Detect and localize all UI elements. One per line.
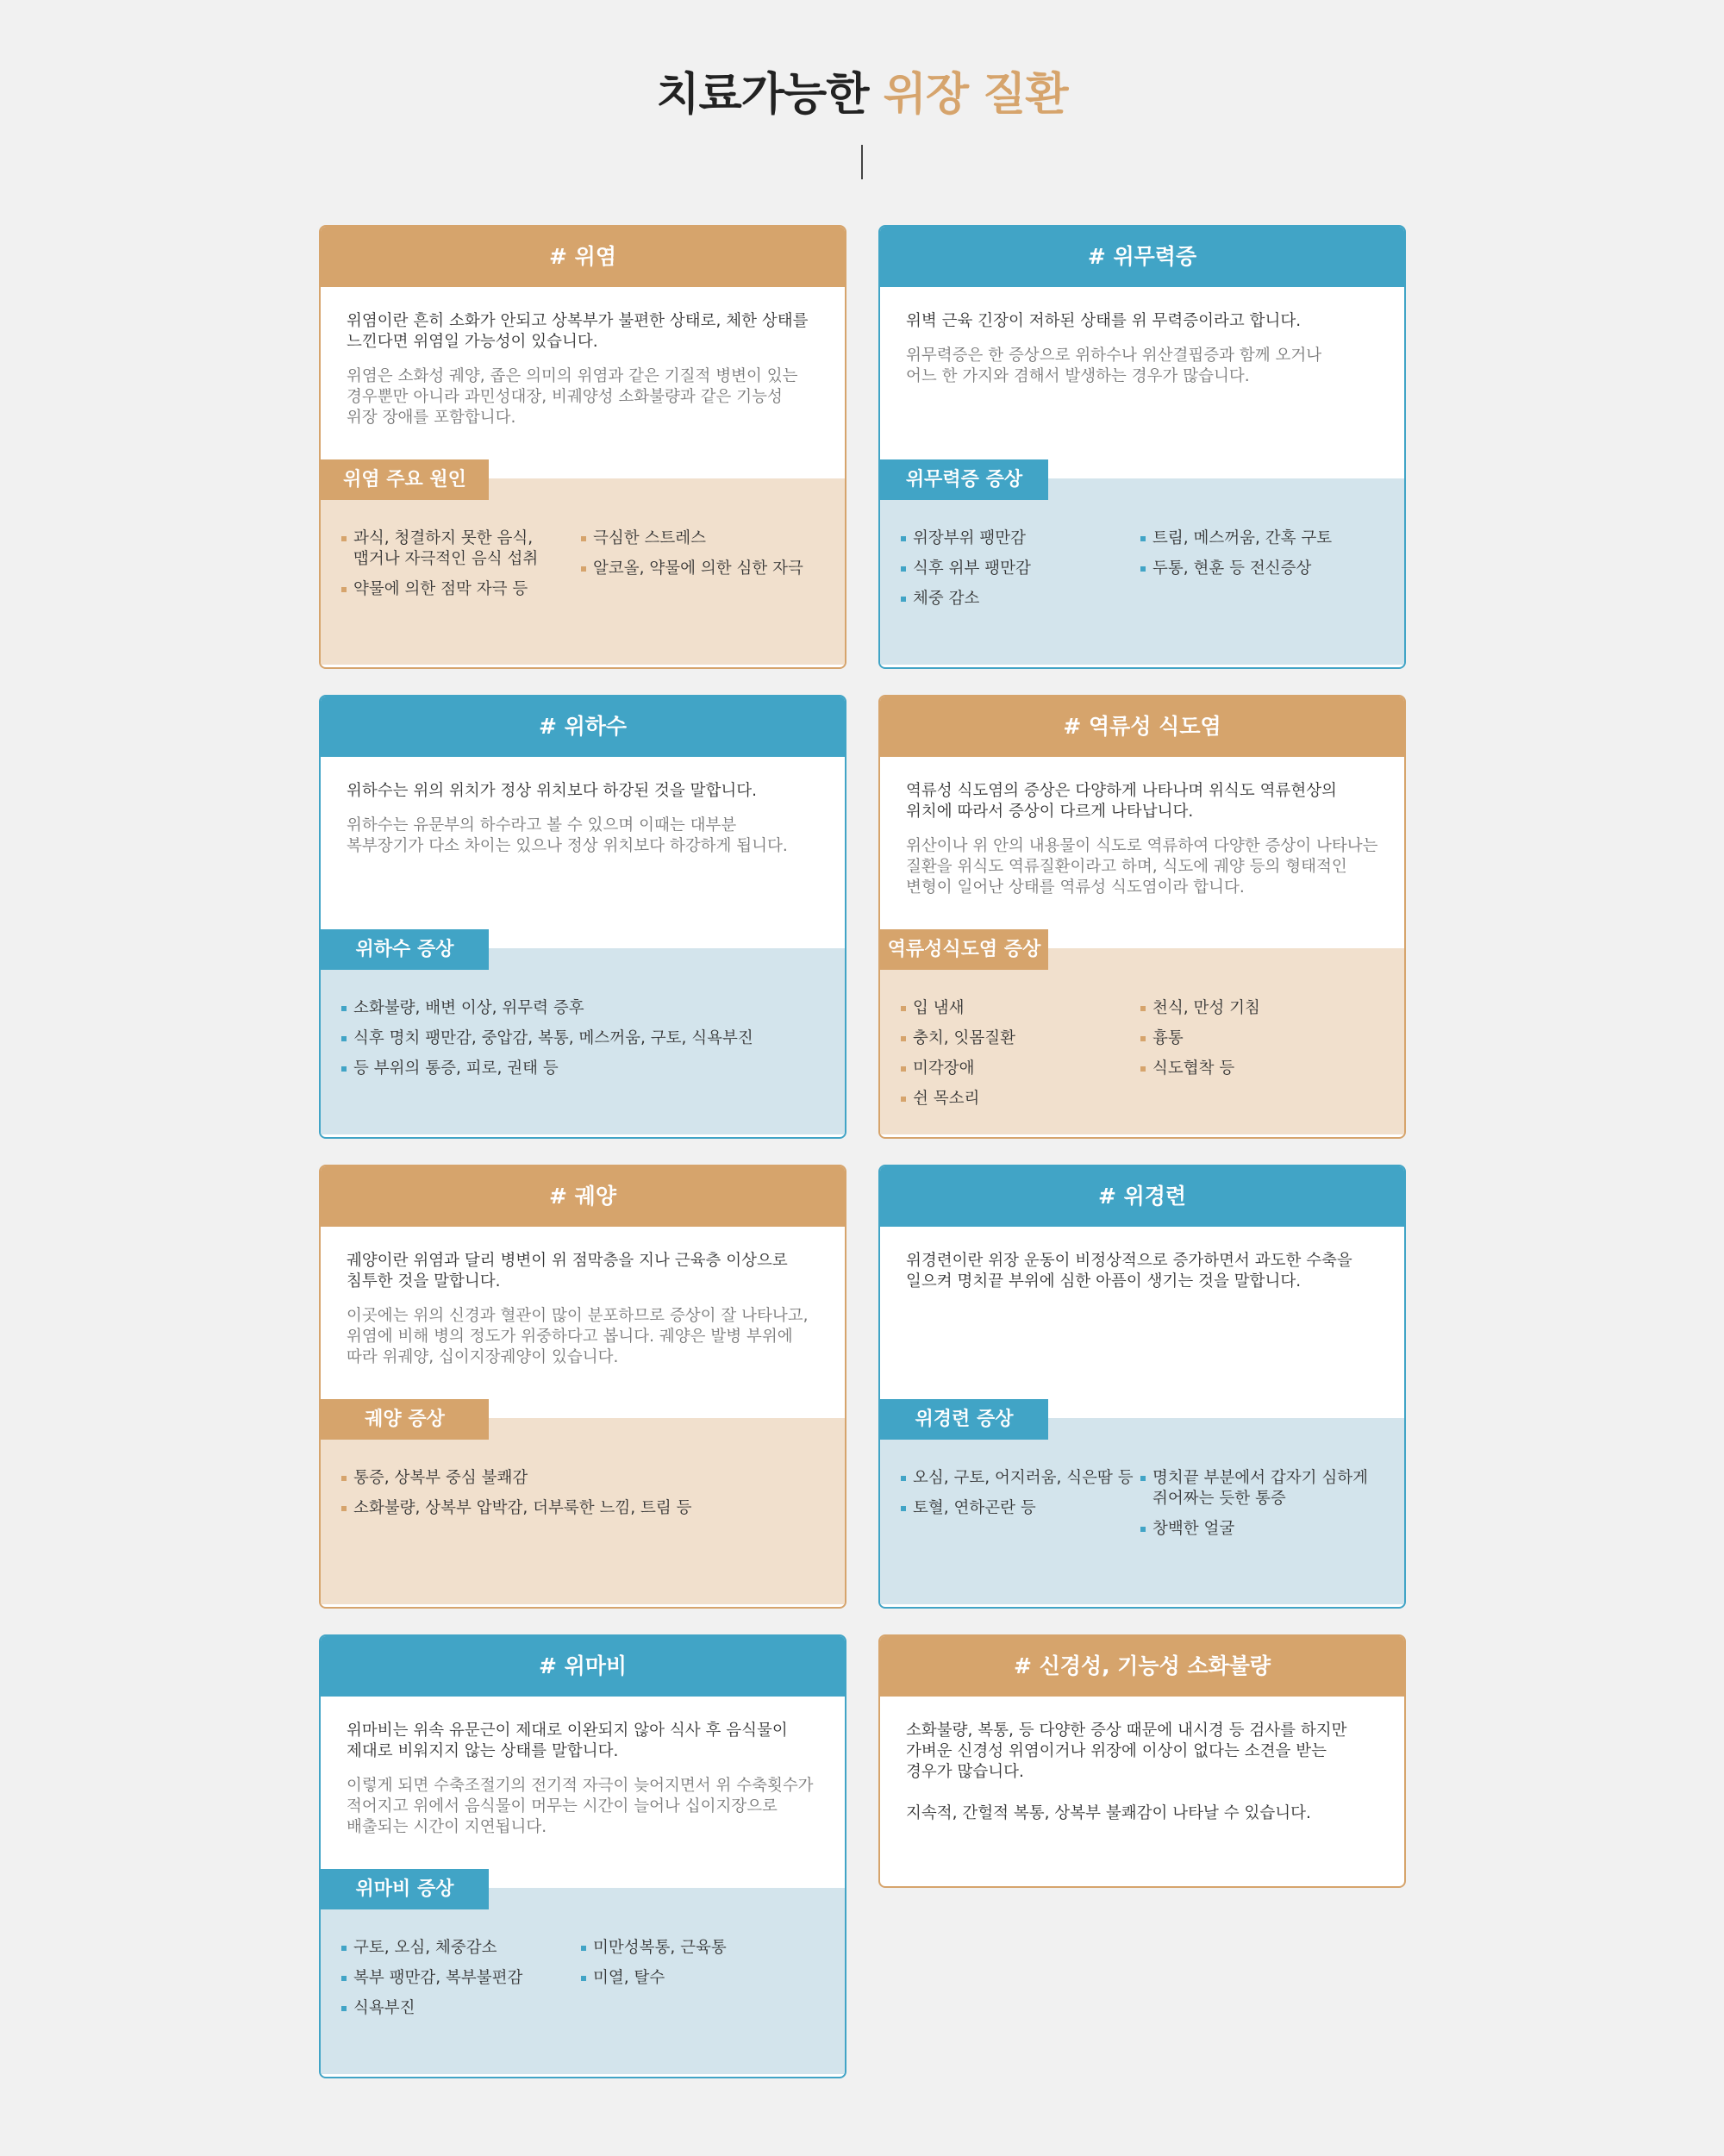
symptom-label: 위경련 증상 — [880, 1399, 1048, 1440]
symptom-section — [880, 939, 1404, 1134]
list-item: 복부 팽만감, 복부불편감 — [341, 1968, 581, 1989]
list-item: 오심, 구토, 어지러움, 식은땀 등 — [901, 1468, 1140, 1489]
symptom-label: 역류성식도염 증상 — [880, 929, 1048, 970]
list-item: 트림, 메스꺼움, 간혹 구토 — [1140, 528, 1387, 549]
list-item: 체중 감소 — [901, 589, 1140, 609]
card-detail: 위염은 소화성 궤양, 좁은 의미의 위염과 같은 기질적 병변이 있는 경우뿐만 아니라 과민성대장, 비궤양성 소화불량과 같은 기능성 위장 장애를 포함합니다. — [347, 367, 798, 427]
list-item: 명치끝 부분에서 갑자기 심하게 쥐어짜는 듯한 통증 — [1140, 1468, 1387, 1509]
card-title: # 궤양 — [321, 1166, 845, 1227]
page-title — [0, 65, 1724, 125]
list-item: 두통, 현훈 등 전신증상 — [1140, 559, 1387, 579]
card-description: 위염이란 흔히 소화가 안되고 상복부가 불편한 상태로, 체한 상태를 느낀다면 위염일 가능성이 있습니다. — [347, 312, 809, 351]
card-description: 소화불량, 복통, 등 다양한 증상 때문에 내시경 등 검사를 하지만 가벼운 신경성 위염이거나 위장에 이상이 없다는 소견을 받는 경우가 많습니다. — [906, 1722, 1347, 1781]
list-item: 미만성복통, 근육통 — [581, 1938, 828, 1959]
list-item: 흉통 — [1140, 1028, 1387, 1049]
title-divider — [861, 145, 863, 179]
card-functional-dyspepsia — [878, 1634, 1406, 1888]
list-item: 등 부위의 통증, 피로, 권태 등 — [341, 1059, 824, 1079]
symptom-section — [321, 939, 845, 1134]
list-item: 과식, 청결하지 못한 음식, 맵거나 자극적인 음식 섭취 — [341, 528, 581, 570]
card-title: # 위염 — [321, 227, 845, 287]
card-detail: 이곳에는 위의 신경과 혈관이 많이 분포하므로 증상이 잘 나타나고, 위염에 비해 병의 정도가 위중하다고 봅니다. 궤양은 발병 부위에 따라 위궤양, 십이지장궤양이 있습니다. — [347, 1307, 809, 1366]
card-title: # 위무력증 — [880, 227, 1404, 287]
card-ulcer — [319, 1165, 846, 1609]
list-item: 통증, 상복부 중심 불쾌감 — [341, 1468, 824, 1489]
list-item: 식후 명치 팽만감, 중압감, 복통, 메스꺼움, 구토, 식욕부진 — [341, 1028, 824, 1049]
card-description: 위하수는 위의 위치가 정상 위치보다 하강된 것을 말합니다. — [347, 782, 757, 800]
card-description: 위마비는 위속 유문근이 제대로 이완되지 않아 식사 후 음식물이 제대로 비워지지 않는 상태를 말합니다. — [347, 1722, 788, 1760]
list-item: 알코올, 약물에 의한 심한 자극 — [581, 559, 828, 579]
card-detail: 위산이나 위 안의 내용물이 식도로 역류하여 다양한 증상이 나타나는 질환을 위식도 역류질환이라고 하며, 식도에 궤양 등의 형태적인 변형이 일어난 상태를 역류성 식도염이라 합니다. — [906, 837, 1378, 897]
card-title: # 위마비 — [321, 1636, 845, 1697]
list-item: 창백한 얼굴 — [1140, 1519, 1387, 1540]
card-description: 역류성 식도염의 증상은 다양하게 나타나며 위식도 역류현상의 위치에 따라서 증상이 다르게 나타납니다. — [906, 782, 1337, 821]
symptom-label: 궤양 증상 — [321, 1399, 489, 1440]
symptom-section — [880, 469, 1404, 665]
title-accent: 위장 질환 — [883, 69, 1068, 121]
list-item: 위장부위 팽만감 — [901, 528, 1140, 549]
card-description: 궤양이란 위염과 달리 병변이 위 점막층을 지나 근육층 이상으로 침투한 것을 말합니다. — [347, 1252, 788, 1290]
list-item: 쉰 목소리 — [901, 1089, 1140, 1109]
card-gastric-atony — [878, 225, 1406, 669]
symptom-section — [880, 1409, 1404, 1604]
symptom-label: 위마비 증상 — [321, 1869, 489, 1909]
list-item: 천식, 만성 기침 — [1140, 998, 1387, 1019]
symptom-label: 위무력증 증상 — [880, 459, 1048, 500]
card-description: 위벽 근육 긴장이 저하된 상태를 위 무력증이라고 합니다. — [906, 312, 1302, 330]
card-description: 위경련이란 위장 운동이 비정상적으로 증가하면서 과도한 수축을 일으켜 명치끝 부위에 심한 아픔이 생기는 것을 말합니다. — [906, 1252, 1352, 1290]
list-item: 식욕부진 — [341, 1998, 581, 2019]
list-item: 극심한 스트레스 — [581, 528, 828, 549]
title-main: 치료가능한 — [656, 69, 869, 121]
list-item: 소화불량, 배변 이상, 위무력 증후 — [341, 998, 824, 1019]
symptom-section — [321, 1878, 845, 2074]
symptom-section — [321, 1409, 845, 1604]
list-item: 미열, 탈수 — [581, 1968, 828, 1989]
symptom-label: 위하수 증상 — [321, 929, 489, 970]
card-gastric-spasm — [878, 1165, 1406, 1609]
list-item: 소화불량, 상복부 압박감, 더부룩한 느낌, 트림 등 — [341, 1498, 824, 1519]
card-detail: 이렇게 되면 수축조절기의 전기적 자극이 늦어지면서 위 수축횟수가 적어지고 위에서 음식물이 머무는 시간이 늘어나 십이지장으로 배출되는 시간이 지연됩니다. — [347, 1777, 814, 1836]
card-gastroparesis — [319, 1634, 846, 2078]
list-item: 미각장애 — [901, 1059, 1140, 1079]
list-item: 식도협착 등 — [1140, 1059, 1387, 1079]
list-item: 약물에 의한 점막 자극 등 — [341, 579, 581, 600]
card-detail: 위하수는 유문부의 하수라고 볼 수 있으며 이때는 대부분 복부장기가 다소 차이는 있으나 정상 위치보다 하강하게 됩니다. — [347, 816, 788, 855]
symptom-label: 위염 주요 원인 — [321, 459, 489, 500]
card-reflux-esophagitis — [878, 695, 1406, 1139]
card-title: # 역류성 식도염 — [880, 697, 1404, 757]
card-title: # 위경련 — [880, 1166, 1404, 1227]
card-title: # 신경성, 기능성 소화불량 — [880, 1636, 1404, 1697]
card-detail: 위무력증은 한 증상으로 위하수나 위산결핍증과 함께 오거나 어느 한 가지와 겸해서 발생하는 경우가 많습니다. — [906, 347, 1322, 385]
list-item: 충치, 잇몸질환 — [901, 1028, 1140, 1049]
symptom-section — [321, 469, 845, 665]
list-item: 구토, 오심, 체중감소 — [341, 1938, 581, 1959]
card-gastroptosis — [319, 695, 846, 1139]
card-title: # 위하수 — [321, 697, 845, 757]
card-gastritis — [319, 225, 846, 669]
list-item: 식후 위부 팽만감 — [901, 559, 1140, 579]
list-item: 입 냄새 — [901, 998, 1140, 1019]
card-detail: 지속적, 간헐적 복통, 상복부 불쾌감이 나타날 수 있습니다. — [906, 1804, 1311, 1822]
list-item: 토혈, 연하곤란 등 — [901, 1498, 1140, 1519]
